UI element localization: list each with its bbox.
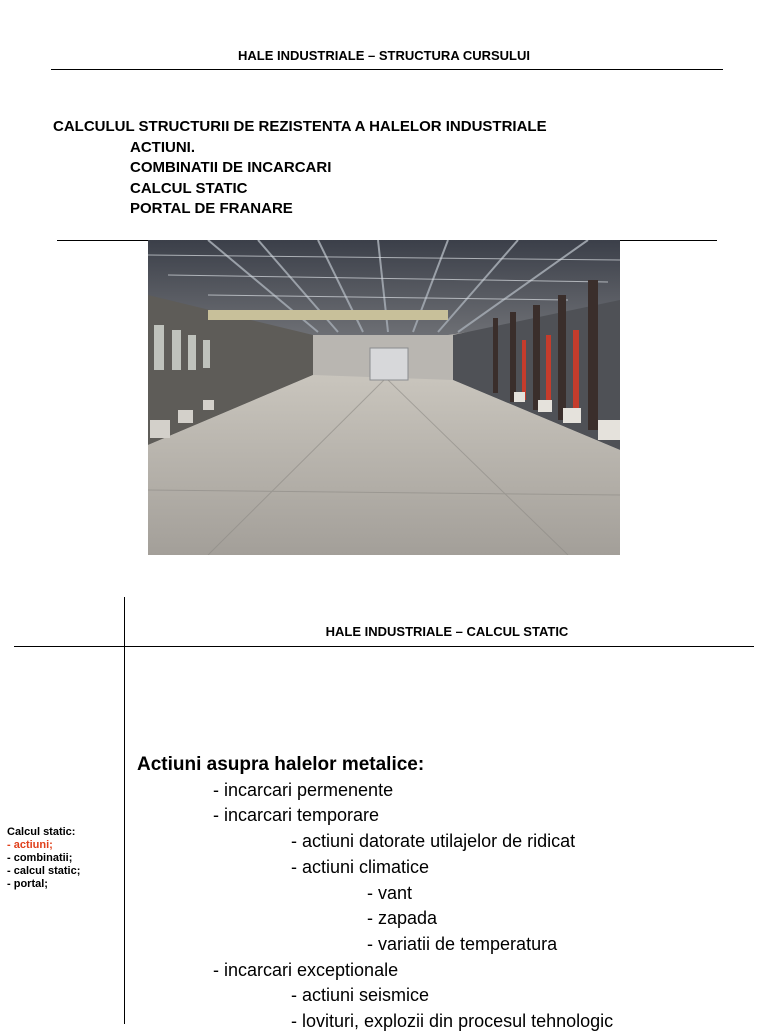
title-divider [14,646,754,647]
list-item: - zapada [367,908,438,929]
slide-title: HALE INDUSTRIALE – STRUCTURA CURSULUI [237,48,531,63]
list-item: - lovituri, explozii din procesul tehnologic [291,1011,614,1032]
slide-title: HALE INDUSTRIALE – CALCUL STATIC [325,624,569,639]
sidenav-item-portal[interactable]: - portal; [7,878,48,890]
list-item: - vant [367,882,413,903]
sidenav-heading: Calcul static: [7,826,76,838]
outline-item-actiuni: ACTIUNI. [130,138,195,156]
list-item: - incarcari exceptionale [213,959,399,980]
list-item: - incarcari permenente [213,779,394,800]
list-item: - actiuni datorate utilajelor de ridicat [291,831,576,852]
sidebar-divider [124,597,125,1024]
sidenav-item-actiuni[interactable]: - actiuni; [7,839,53,851]
industrial-hall-photo [148,240,620,555]
sidenav-item-combinatii[interactable]: - combinatii; [7,852,73,864]
outline-item-combinatii: COMBINATII DE INCARCARI [130,159,332,176]
content-heading: Actiuni asupra halelor metalice: [137,754,425,775]
outline-item-calcul-static: CALCUL STATIC [130,179,248,197]
list-item: - incarcari temporare [213,805,380,826]
list-item: - actiuni seismice [291,985,430,1006]
outline-main: CALCULUL STRUCTURII DE REZISTENTA A HALELOR INDUSTRIALE [53,118,547,135]
sidenav-item-calcul-static[interactable]: - calcul static; [7,865,81,877]
outline-item-portal: PORTAL DE FRANARE [130,200,293,217]
content-list [137,752,613,1035]
list-item: - actiuni climatice [291,856,430,877]
title-divider [51,69,723,70]
list-item: - variatii de temperatura [367,933,558,954]
course-outline [53,117,547,220]
side-navigation [7,826,80,891]
